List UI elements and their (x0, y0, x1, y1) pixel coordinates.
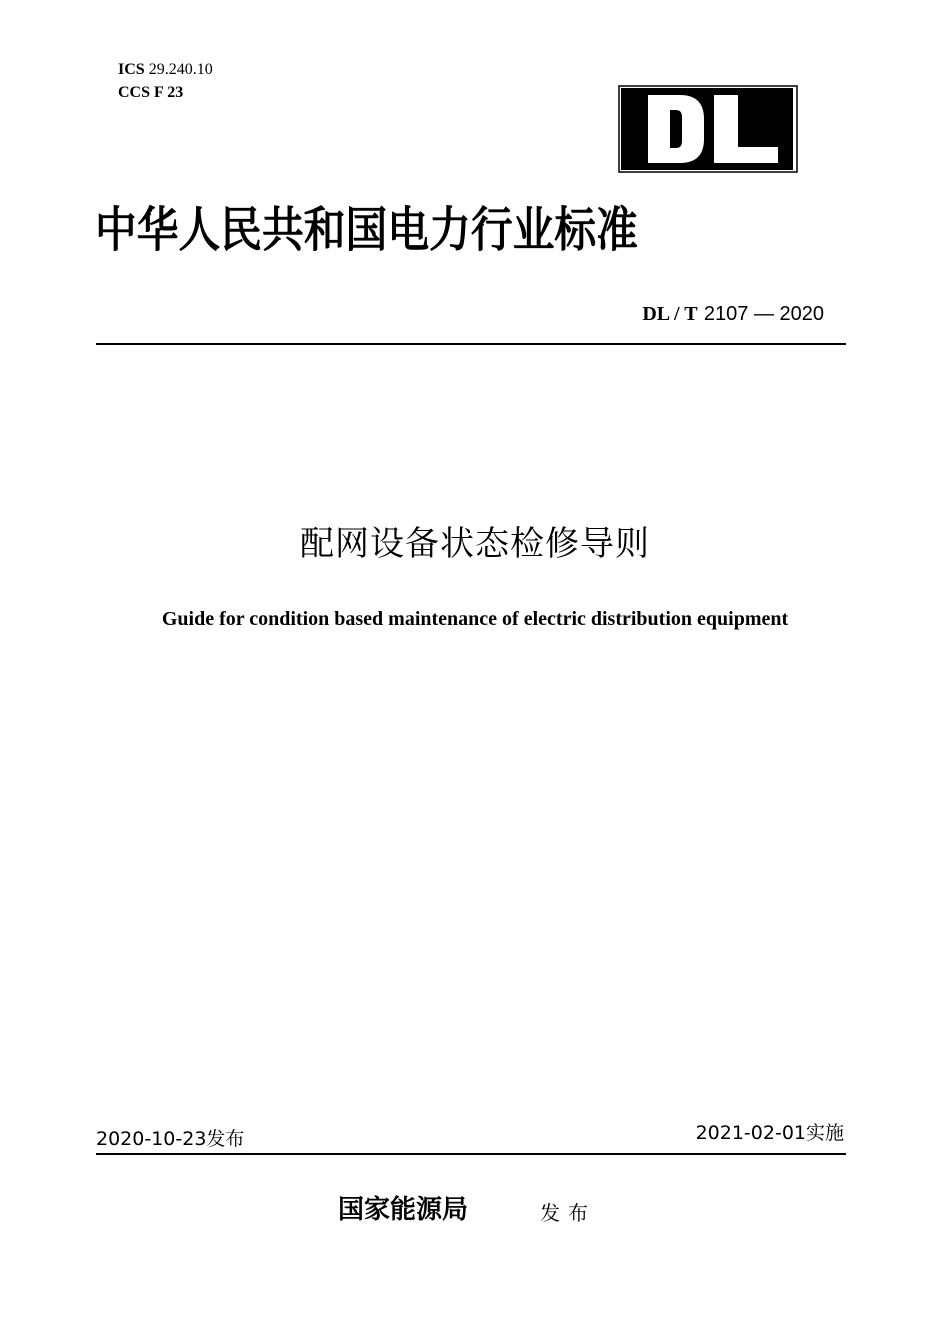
ics-label: ICS (118, 61, 145, 78)
ics-classification (118, 60, 213, 80)
issue-label: 发布 (540, 1201, 596, 1225)
document-title-en: Guide for condition based maintenance of electric distribution equipment (161, 608, 789, 630)
dl-logo-graphic (618, 85, 798, 173)
header-divider (96, 343, 846, 345)
standard-number (642, 300, 824, 327)
issuer-name: 国家能源局 (338, 1195, 469, 1225)
ics-code: 29.240.10 (148, 61, 213, 78)
dl-logo (618, 85, 798, 173)
ccs-code-value: F 23 (154, 84, 184, 101)
effective-date: 2021-02-01实施 (695, 1122, 844, 1144)
document-title-cn: 配网设备状态检修导则 (300, 524, 650, 564)
ccs-code: CCS (118, 84, 151, 101)
footer-divider (96, 1153, 846, 1155)
main-title: 中华人民共和国电力行业标准 (95, 202, 638, 258)
ccs-classification (118, 83, 183, 103)
issue-date: 2020-10-23发布 (96, 1128, 245, 1150)
standard-prefix: DL / T (642, 303, 698, 325)
standard-code: 2107 — 2020 (703, 303, 824, 325)
